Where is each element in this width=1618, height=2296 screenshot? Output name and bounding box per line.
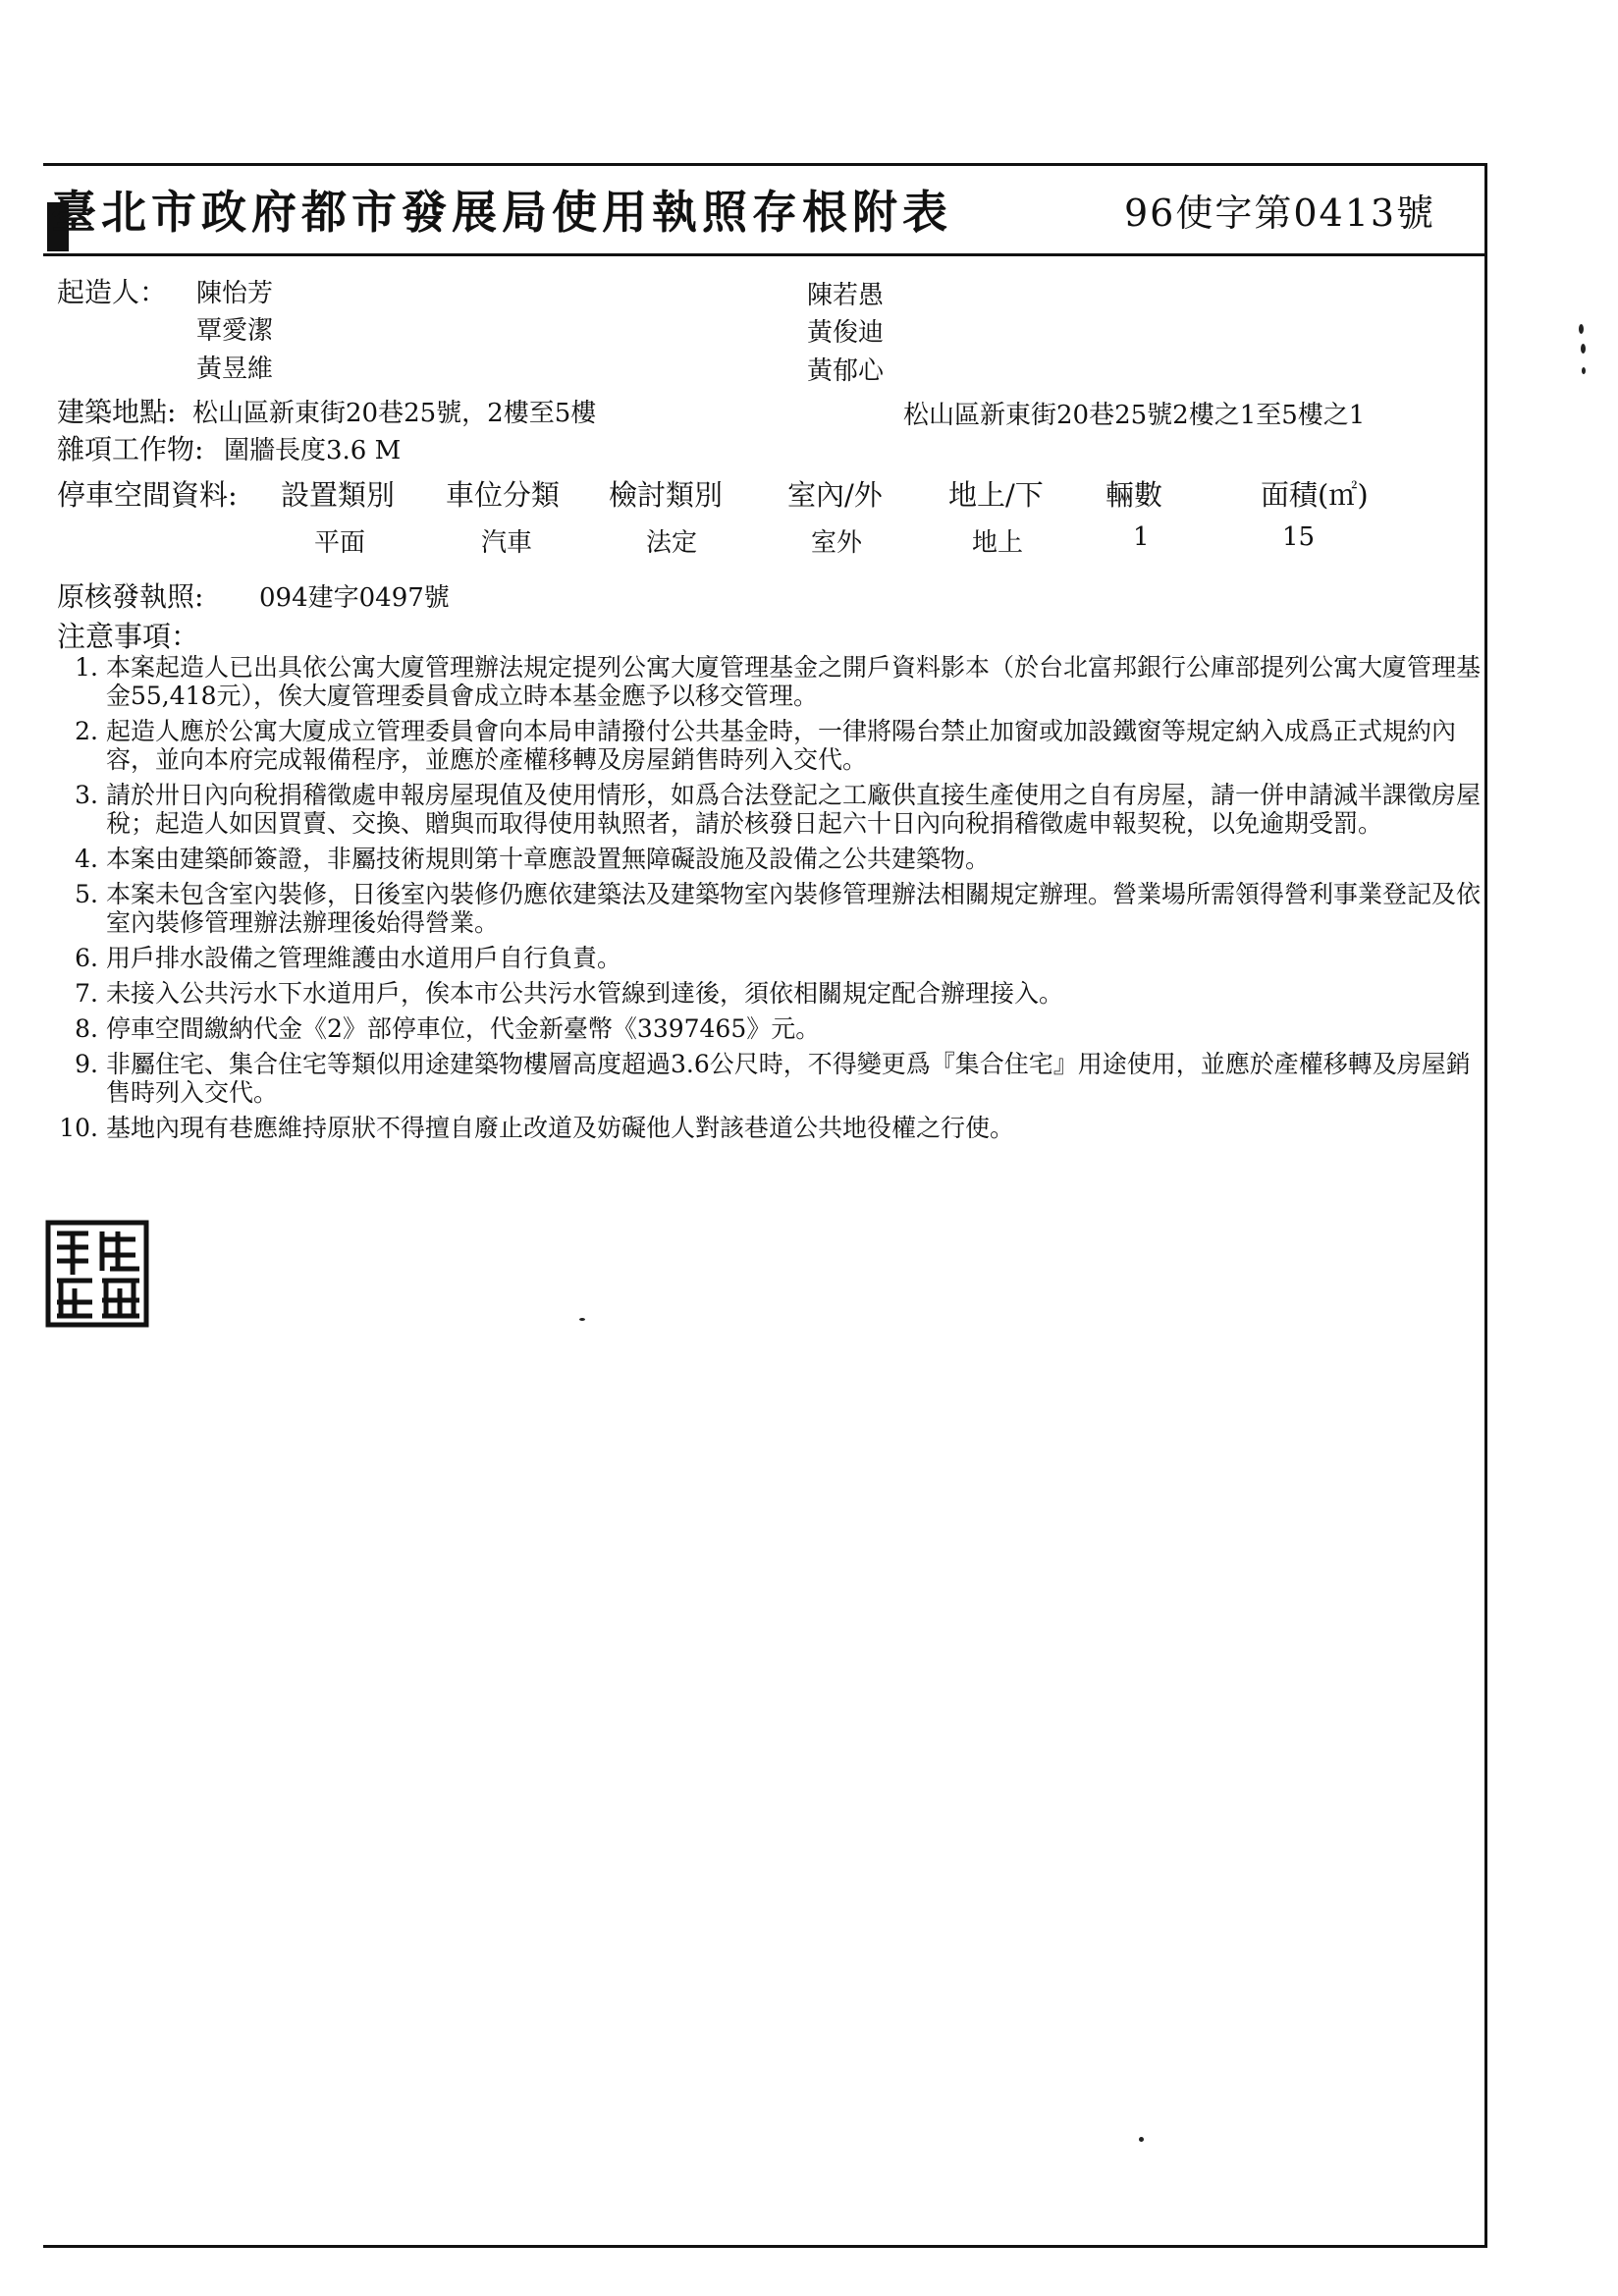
builder-name: 覃愛潔 bbox=[196, 316, 274, 346]
parking-value: 室外 bbox=[811, 528, 863, 558]
note-text: 本案未包含室內裝修，日後室內裝修仍應依建築法及建築物室內裝修管理辦法相關規定辦理。營業場所需領得營利事業登記及依室內裝修管理辦法辦理後始得營業。 bbox=[106, 880, 1482, 937]
parking-header: 地上/下 bbox=[948, 478, 1044, 512]
note-number: 8. bbox=[75, 1014, 98, 1043]
scan-speck bbox=[1581, 344, 1586, 354]
notes-heading: 注意事項： bbox=[57, 620, 200, 653]
scan-speck bbox=[1139, 2137, 1144, 2142]
document-number: 96使字第0413號 bbox=[1124, 191, 1436, 235]
parking-value: 1 bbox=[1133, 522, 1150, 552]
scan-speck bbox=[1582, 367, 1586, 374]
note-text: 本案由建築師簽證，非屬技術規則第十章應設置無障礙設施及設備之公共建築物。 bbox=[106, 845, 991, 873]
parking-header: 面積(㎡) bbox=[1261, 478, 1369, 512]
note-number: 6. bbox=[75, 944, 98, 972]
site-address-2: 松山區新東街20巷25號2樓之1至5樓之1 bbox=[903, 401, 1366, 430]
parking-label: 停車空間資料: bbox=[57, 478, 238, 512]
note-text: 用戶排水設備之管理維護由水道用戶自行負責。 bbox=[106, 944, 622, 972]
note-number: 9. bbox=[75, 1050, 98, 1078]
note-number: 10. bbox=[59, 1114, 98, 1142]
note-text: 本案起造人已出具依公寓大廈管理辦法規定提列公寓大廈管理基金之開戶資料影本（於台北富邦銀行公庫部提列公寓大廈管理基金55,418元），俟大廈管理委員會成立時本基金應予以移交管理。 bbox=[106, 653, 1482, 710]
parking-header: 檢討類別 bbox=[609, 478, 724, 512]
original-permit-value: 094建字0497號 bbox=[259, 583, 450, 613]
note-item bbox=[57, 880, 1481, 937]
note-item bbox=[57, 845, 1481, 873]
original-permit-label: 原核發執照: bbox=[57, 580, 204, 613]
site-label: 建築地點: bbox=[57, 396, 177, 428]
misc-works-label: 雜項工作物: bbox=[57, 433, 204, 465]
builder-name: 黃俊迪 bbox=[807, 318, 885, 348]
scan-speck bbox=[579, 1318, 585, 1321]
document-title: 臺北市政府都市發展局使用執照存根附表 bbox=[51, 186, 952, 239]
note-item bbox=[57, 944, 1481, 972]
note-item bbox=[57, 653, 1481, 710]
notes-list bbox=[57, 653, 1481, 1149]
note-text: 請於卅日內向稅捐稽徵處申報房屋現值及使用情形，如爲合法登記之工廠供直接生產使用之自有房屋，請一併申請減半課徵房屋稅；起造人如因買賣、交換、贈與而取得使用執照者，請於核發日起六十日內向稅捐稽徵處申報契稅，以免逾期受罰。 bbox=[106, 781, 1482, 838]
builder-name: 陳怡芳 bbox=[196, 279, 274, 308]
note-text: 基地內現有巷應維持原狀不得擅自廢止改道及妨礙他人對該巷道公共地役權之行使。 bbox=[106, 1114, 1015, 1142]
parking-value: 汽車 bbox=[481, 528, 533, 558]
note-number: 1. bbox=[75, 653, 98, 682]
parking-header: 室內/外 bbox=[787, 478, 883, 512]
note-number: 7. bbox=[75, 979, 98, 1008]
note-item bbox=[57, 1014, 1481, 1043]
note-item bbox=[57, 1050, 1481, 1107]
note-item bbox=[57, 717, 1481, 774]
official-seal-icon bbox=[45, 1220, 149, 1328]
title-rule bbox=[43, 253, 1486, 256]
note-text: 未接入公共污水下水道用戶，俟本市公共污水管線到達後，須依相關規定配合辦理接入。 bbox=[106, 979, 1064, 1008]
bottom-rule bbox=[43, 2245, 1487, 2248]
scan-speck bbox=[1579, 324, 1584, 334]
note-item bbox=[57, 781, 1481, 838]
parking-value: 法定 bbox=[646, 528, 698, 558]
parking-header: 設置類別 bbox=[281, 478, 396, 512]
builder-name: 黃昱維 bbox=[196, 355, 274, 384]
parking-header: 車位分類 bbox=[446, 478, 561, 512]
builders-label: 起造人： bbox=[57, 276, 168, 308]
note-number: 2. bbox=[75, 717, 98, 745]
note-text: 非屬住宅、集合住宅等類似用途建築物樓層高度超過3.6公尺時，不得變更爲『集合住宅』用途使用，並應於產權移轉及房屋銷售時列入交代。 bbox=[106, 1050, 1471, 1107]
note-number: 5. bbox=[75, 880, 98, 908]
parking-value: 平面 bbox=[314, 528, 366, 558]
misc-works-value: 圍牆長度3.6 M bbox=[224, 436, 402, 465]
note-item bbox=[57, 1114, 1481, 1142]
note-text: 起造人應於公寓大廈成立管理委員會向本局申請撥付公共基金時，一律將陽台禁止加窗或加設鐵窗等規定納入成爲正式規約內容，並向本府完成報備程序，並應於產權移轉及房屋銷售時列入交代。 bbox=[106, 717, 1457, 774]
parking-header: 輛數 bbox=[1106, 478, 1163, 512]
parking-value: 地上 bbox=[972, 528, 1024, 558]
note-item bbox=[57, 979, 1481, 1008]
parking-value: 15 bbox=[1282, 522, 1316, 552]
note-text: 停車空間繳納代金《2》部停車位，代金新臺幣《3397465》元。 bbox=[106, 1014, 821, 1043]
note-number: 3. bbox=[75, 781, 98, 809]
site-address-1: 松山區新東街20巷25號，2樓至5樓 bbox=[192, 399, 597, 428]
builder-name: 陳若愚 bbox=[807, 281, 885, 310]
note-number: 4. bbox=[75, 845, 98, 873]
builder-name: 黃郁心 bbox=[807, 356, 885, 386]
